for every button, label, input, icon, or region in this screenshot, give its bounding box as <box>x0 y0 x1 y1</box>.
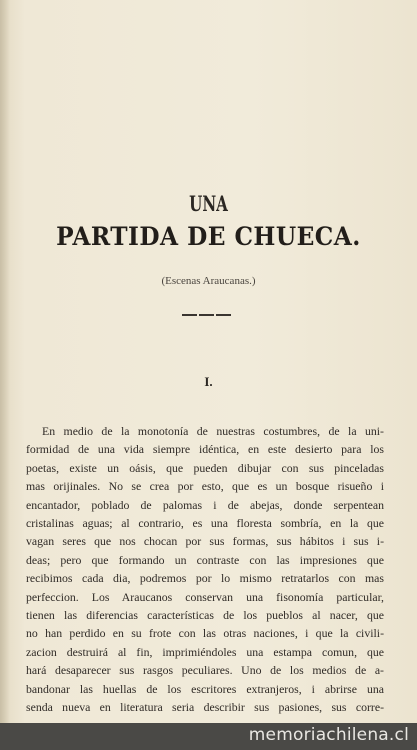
text-line: vagan seres que nos chocan por sus formas, sus hábitos i sus i- <box>26 534 384 549</box>
body-paragraph <box>26 422 384 717</box>
page-title: PARTIDA DE CHUECA. <box>56 222 361 251</box>
text-line: encantador, poblado de palomas i de abejas, donde serpentean <box>26 497 384 512</box>
text-line: perfeccion. Los Araucanos conservan una fisonomía particular, <box>26 589 384 604</box>
text-line: deas; pero que formando un contraste con las impresiones que <box>26 552 384 567</box>
pre-title: UNA <box>189 191 228 216</box>
subtitle: (Escenas Araucanas.) <box>161 275 256 287</box>
text-line: poetas, existe un oásis, que pueden dibujar con sus pinceladas <box>26 460 384 475</box>
section-number: I. <box>204 374 213 389</box>
watermark-text: memoriachilena.cl <box>248 725 409 745</box>
watermark-bar <box>0 723 417 750</box>
text-line: En medio de la monotonía de nuestras costumbres, de la uni- <box>42 424 384 438</box>
text-line: tienen las diferencias características de los pueblos al nacer, que <box>26 608 384 623</box>
text-line: zacion destruirá al fin, imprimiéndoles una estampa comun, que <box>26 644 384 659</box>
text-line: hará desaparecer sus rasgos peculiares. Uno de los medios de a- <box>26 663 384 678</box>
text-line: formidad de una vida siempre idéntica, en este desierto para los <box>26 442 384 457</box>
title-divider <box>182 314 232 316</box>
text-line: cristalinas aguas; al contrario, es una floresta sombría, en la que <box>26 516 384 531</box>
text-line: senda nueva en literatura seria describir sus pasiones, sus corre- <box>26 700 384 715</box>
text-line: recibimos cada dia, podremos por lo mismo retratarlos con mas <box>26 571 384 586</box>
text-line: mas orijinales. No se crea por esto, que es un bosque risueño i <box>26 479 384 494</box>
text-line: bandonar las huellas de los escritores extranjeros, i abrirse una <box>26 681 384 696</box>
text-line: no han perdido en su frote con las otras naciones, i que la civili- <box>26 626 384 641</box>
